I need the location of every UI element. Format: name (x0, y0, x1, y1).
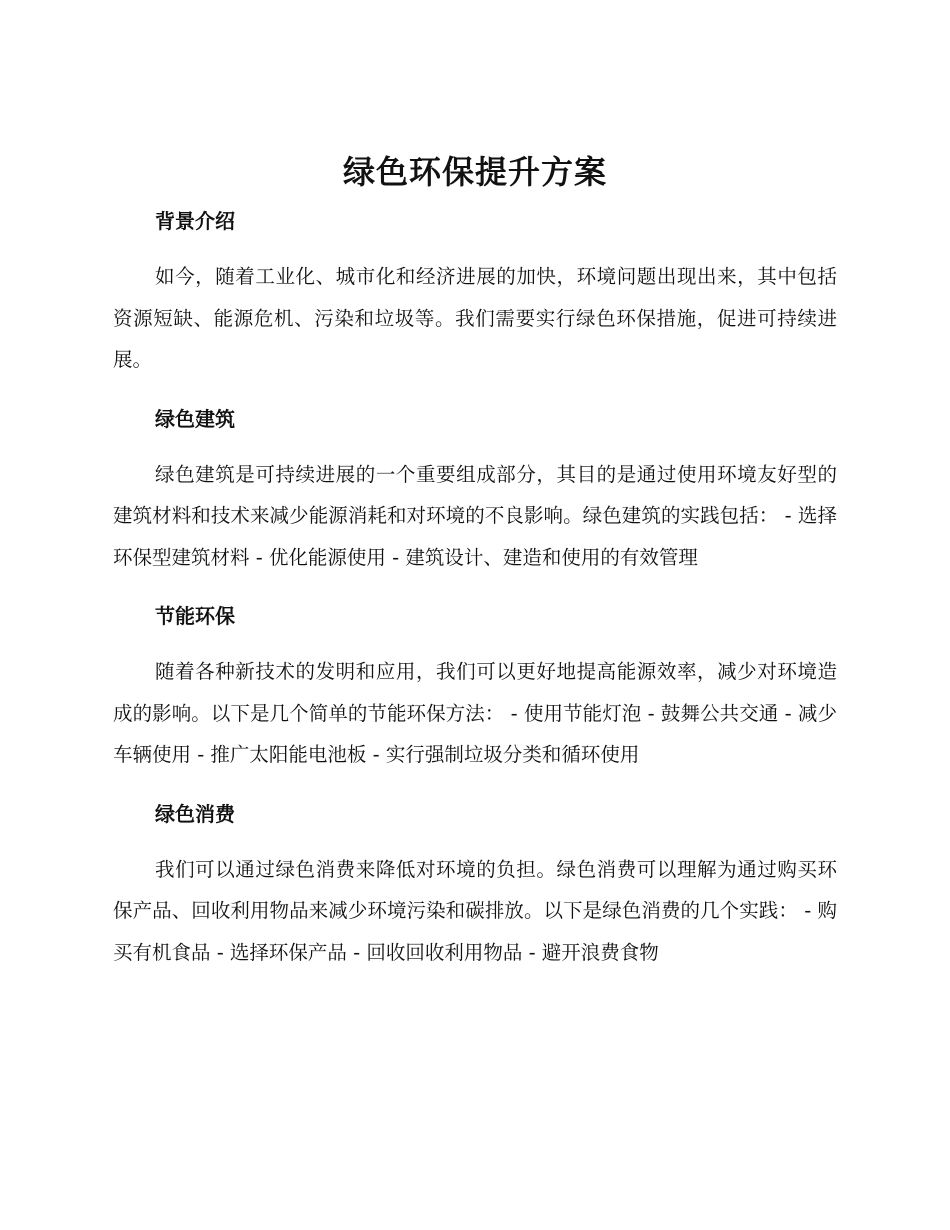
section-heading: 绿色消费 (155, 801, 235, 826)
section-green-building (113, 404, 837, 579)
section-heading: 节能环保 (155, 604, 235, 628)
section-heading: 绿色建筑 (155, 406, 235, 431)
document-page (113, 148, 837, 996)
document-title: 绿色环保提升方案 (342, 153, 607, 191)
section-green-consumption (113, 799, 837, 974)
section-paragraph: 我们可以通过绿色消费来降低对环境的负担。绿色消费可以理解为通过购买环保产品、回收利用物品来减少环境污染和碳排放。以下是绿色消费的几个实践： - 购买有机食品 - 选择环保产品 - 回收回收利用物品 - 避开浪费食物 (113, 857, 837, 964)
section-energy-saving (113, 601, 837, 776)
section-paragraph: 随着各种新技术的发明和应用，我们可以更好地提高能源效率，减少对环境造成的影响。以下是几个简单的节能环保方法： - 使用节能灯泡 - 鼓舞公共交通 - 减少车辆使用 - 推广太阳能电池板 - 实行强制垃圾分类和循环使用 (113, 660, 837, 766)
section-heading: 背景介绍 (155, 209, 235, 233)
section-paragraph: 如今，随着工业化、城市化和经济进展的加快，环境问题出现出来，其中包括资源短缺、能源危机、污染和垃圾等。我们需要实行绿色环保措施，促进可持续进展。 (113, 265, 837, 371)
section-paragraph: 绿色建筑是可持续进展的一个重要组成部分，其目的是通过使用环境友好型的建筑材料和技术来减少能源消耗和对环境的不良影响。绿色建筑的实践包括： - 选择环保型建筑材料 - 优化能源使用 - 建筑设计、建造和使用的有效管理 (113, 462, 837, 569)
section-background (113, 206, 837, 381)
